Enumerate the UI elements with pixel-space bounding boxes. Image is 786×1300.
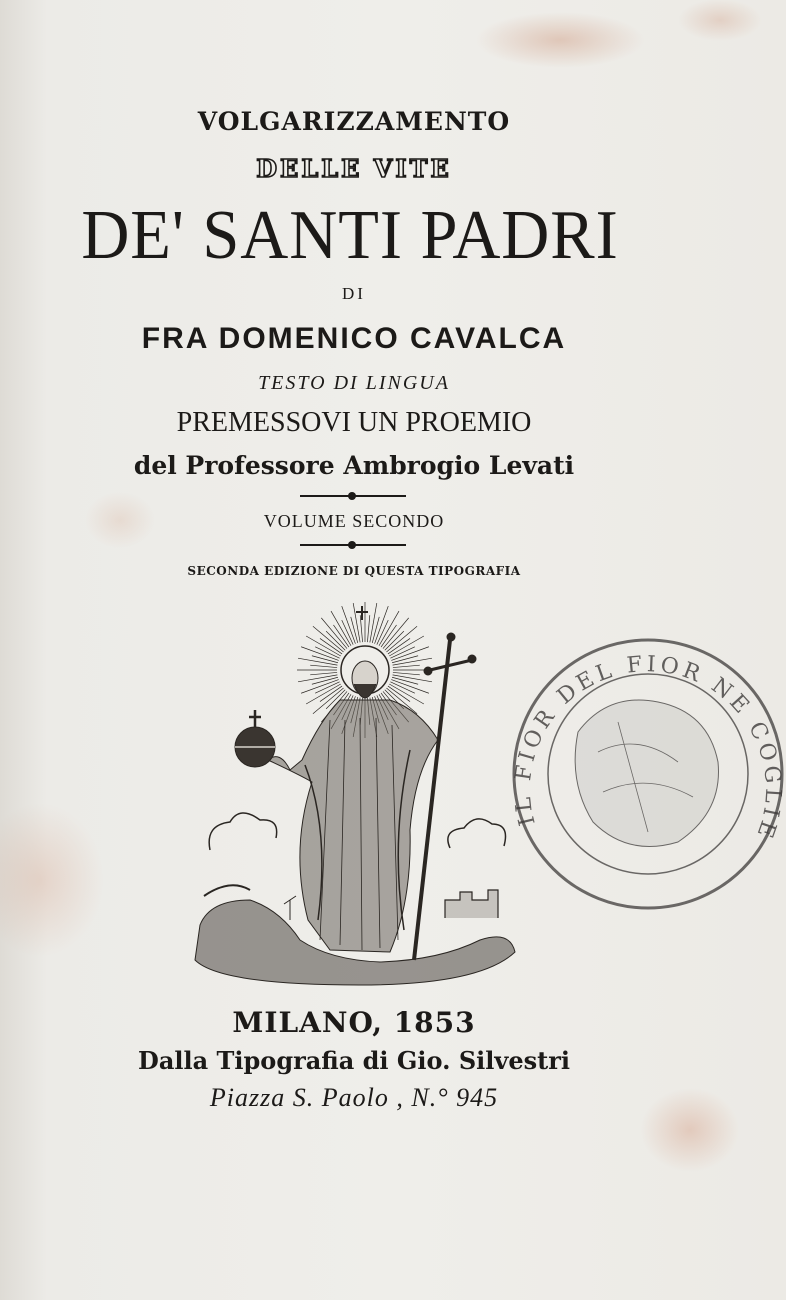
edition-note: SECONDA EDIZIONE DI QUESTA TIPOGRAFIA <box>187 564 521 578</box>
library-stamp <box>508 632 786 918</box>
halo-ray <box>392 656 418 663</box>
professore-line: del Professore Ambrogio Levati <box>133 451 575 480</box>
halo-ray <box>389 684 424 704</box>
title-line-1: VOLGARIZZAMENTO <box>197 107 511 136</box>
halo-ray <box>331 611 351 646</box>
halo-ray <box>353 603 360 642</box>
testo-di-lingua: TESTO DI LINGUA <box>258 372 450 394</box>
halo-ray <box>351 617 358 643</box>
halo-ray <box>310 665 337 667</box>
halo-ray <box>393 658 432 665</box>
halo-ray <box>326 631 345 650</box>
halo-ray <box>385 631 404 650</box>
halo-ray <box>306 636 341 656</box>
rule-dot-top <box>348 492 356 500</box>
halo-ray <box>393 665 420 667</box>
halo-ray <box>372 617 379 643</box>
main-title: DE' SANTI PADRI <box>81 197 619 274</box>
halo-ray <box>298 675 337 682</box>
preposition-di: DI <box>342 284 366 303</box>
halo-ray <box>312 656 338 663</box>
halo-ray <box>389 636 424 656</box>
title-line-2: DELLE VITE <box>256 154 452 183</box>
rule-dot-bottom <box>348 541 356 549</box>
halo-ray <box>306 684 341 704</box>
city-year: MILANO, 1853 <box>232 1006 476 1039</box>
halo-ray <box>298 658 337 665</box>
halo-ray <box>312 677 338 684</box>
halo-ray <box>370 603 377 642</box>
halo-ray <box>393 672 420 674</box>
halo-ray <box>367 615 369 642</box>
stamp-text: IL FIOR DEL FIOR NE COGLIE <box>510 651 786 845</box>
proemio-line: PREMESSOVI UN PROEMIO <box>176 407 532 438</box>
author-name: FRA DOMENICO CAVALCA <box>141 322 567 355</box>
halo-ray <box>392 677 418 684</box>
halo-ray <box>379 611 399 646</box>
christ-engraving-illustration <box>180 600 530 990</box>
halo-ray <box>393 675 432 682</box>
publisher-line: Dalla Tipografia di Gio. Silvestri <box>138 1046 570 1075</box>
address-line: Piazza S. Paolo , N.° 945 <box>209 1083 499 1112</box>
volume-label: VOLUME SECONDO <box>263 511 445 531</box>
halo-ray <box>310 672 337 674</box>
